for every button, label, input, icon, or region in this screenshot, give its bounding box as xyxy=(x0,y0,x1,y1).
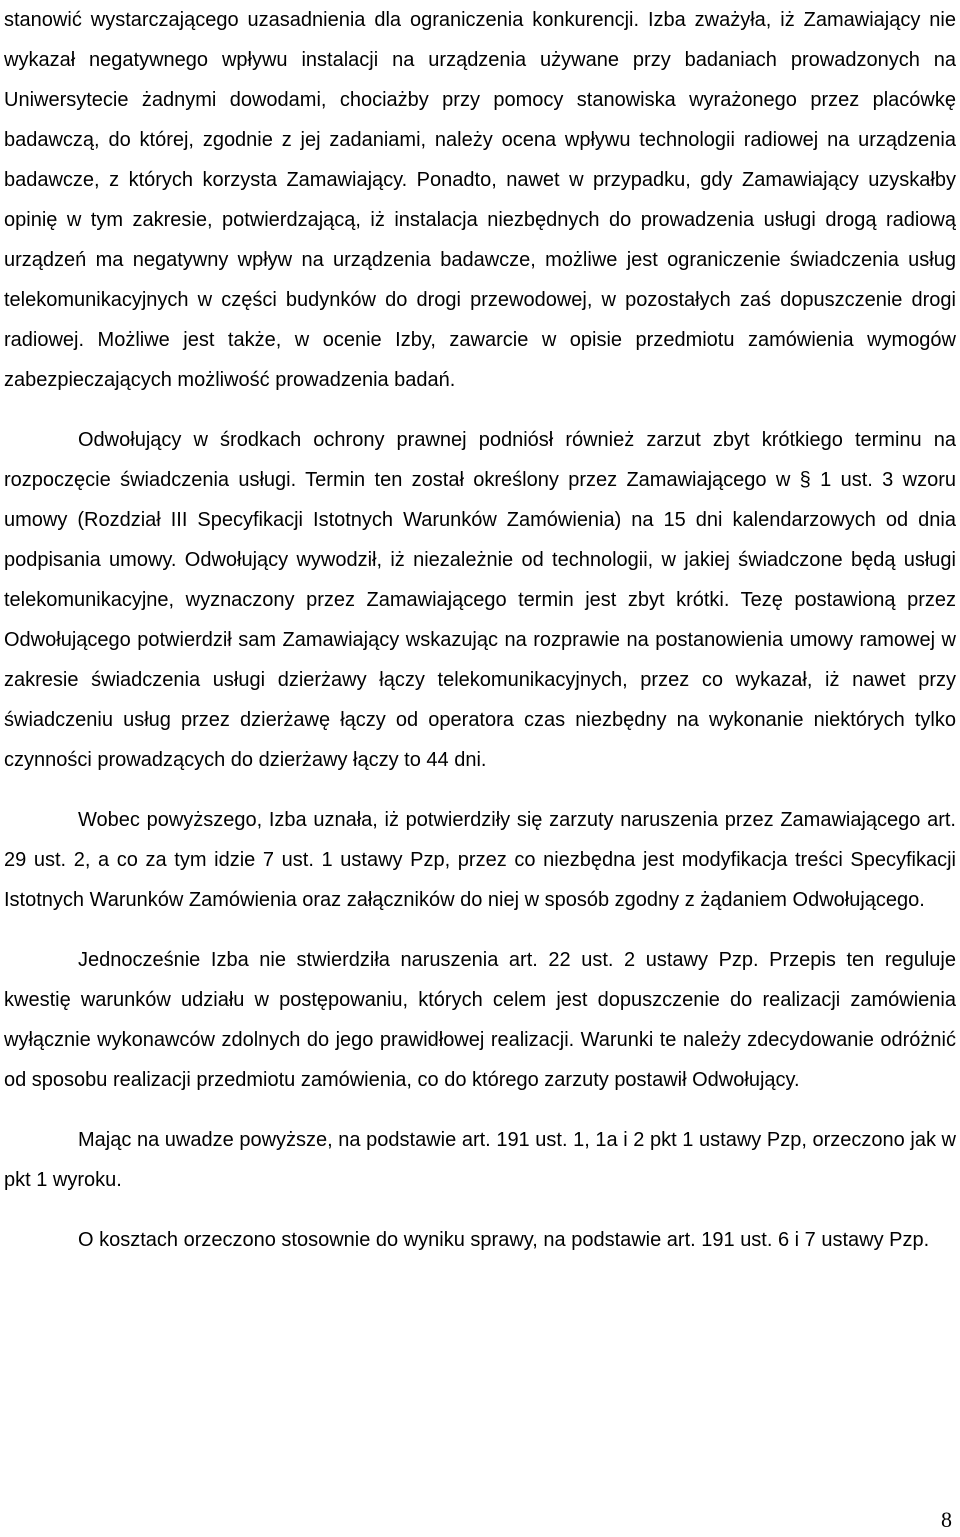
paragraph-spacer xyxy=(4,400,956,420)
paragraph-spacer xyxy=(4,780,956,800)
document-body xyxy=(4,0,956,1260)
paragraph-6: O kosztach orzeczono stosownie do wyniku sprawy, na podstawie art. 191 ust. 6 i 7 ustawy Pzp. xyxy=(78,1229,930,1251)
paragraph-4: Jednocześnie Izba nie stwierdziła naruszenia art. 22 ust. 2 ustawy Pzp. Przepis ten reguluje kwestię warunków udziału w postępowaniu, których celem jest dopuszczenie do realizacji zamówienia wyłącznie wykonawców zdolnych do jego prawidłowej realizacji. Warunki te należy zdecydowanie odróżnić od sposobu realizacji przedmiotu zamówienia, co do którego zarzuty postawił Odwołujący. xyxy=(4,949,956,1091)
paragraph-spacer xyxy=(4,1200,956,1220)
page-number: 8 xyxy=(941,1507,952,1532)
paragraph-2: Odwołujący w środkach ochrony prawnej podniósł również zarzut zbyt krótkiego terminu na rozpoczęcie świadczenia usługi. Termin ten został określony przez Zamawiającego w § 1 ust. 3 wzoru umowy (Rozdział III Specyfikacji Istotnych Warunków Zamówienia) na 15 dni kalendarzowych od dnia podpisania umowy. Odwołujący wywodził, iż niezależnie od technologii, w jakiej świadczone będą usługi telekomunikacyjne, wyznaczony przez Zamawiającego termin jest zbyt krótki. Tezę postawioną przez Odwołującego potwierdził sam Zamawiający wskazując na rozprawie na postanowienia umowy ramowej w zakresie świadczenia usługi dzierżawy łączy telekomunikacyjnych, przez co wykazał, iż nawet przy świadczeniu usług przez dzierżawę łączy od operatora czas niezbędny na wykonanie niektórych tylko czynności prowadzących do dzierżawy łączy to 44 dni. xyxy=(4,429,956,771)
paragraph-3: Wobec powyższego, Izba uznała, iż potwierdziły się zarzuty naruszenia przez Zamawiającego art. 29 ust. 2, a co za tym idzie 7 ust. 1 ustawy Pzp, przez co niezbędna jest modyfikacja treści Specyfikacji Istotnych Warunków Zamówienia oraz załączników do niej w sposób zgodny z żądaniem Odwołującego. xyxy=(4,809,956,911)
paragraph-5: Mając na uwadze powyższe, na podstawie art. 191 ust. 1, 1a i 2 pkt 1 ustawy Pzp, orzeczono jak w pkt 1 wyroku. xyxy=(4,1129,956,1191)
paragraph-spacer xyxy=(4,920,956,940)
paragraph-1: stanowić wystarczającego uzasadnienia dla ograniczenia konkurencji. Izba zważyła, iż Zamawiający nie wykazał negatywnego wpływu instalacji na urządzenia używane przy badaniach prowadzonych na Uniwersytecie żadnymi dowodami, chociażby przy pomocy stanowiska wyrażonego przez placówkę badawczą, do której, zgodnie z jej zadaniami, należy ocena wpływu technologii radiowej na urządzenia badawcze, z których korzysta Zamawiający. Ponadto, nawet w przypadku, gdy Zamawiający uzyskałby opinię w tym zakresie, potwierdzającą, iż instalacja niezbędnych do prowadzenia usługi drogą radiową urządzeń ma negatywny wpływ na urządzenia badawcze, możliwe jest ograniczenie świadczenia usług telekomunikacyjnych w części budynków do drogi przewodowej, w pozostałych zaś dopuszczenie drogi radiowej. Możliwe jest także, w ocenie Izby, zawarcie w opisie przedmiotu zamówienia wymogów zabezpieczających możliwość prowadzenia badań. xyxy=(4,9,956,391)
paragraph-spacer xyxy=(4,1100,956,1120)
